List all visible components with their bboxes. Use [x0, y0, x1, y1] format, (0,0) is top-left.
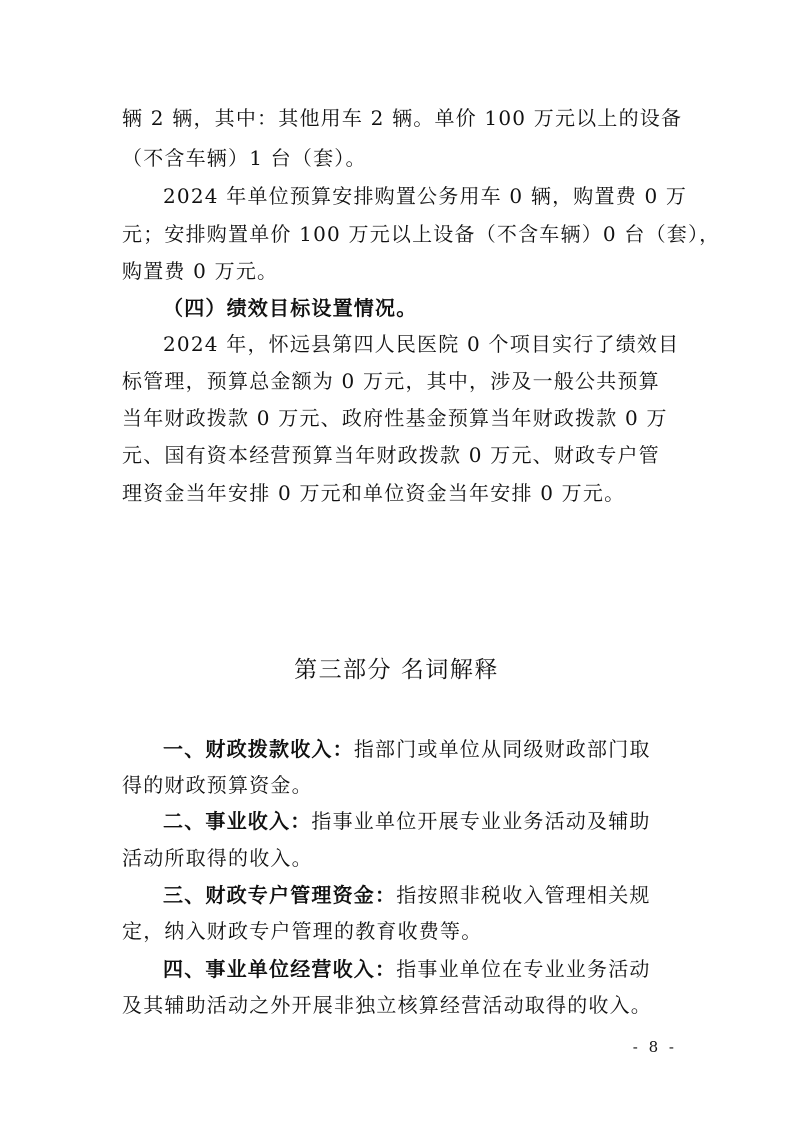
term-label: 三、财政专户管理资金：: [163, 883, 397, 907]
term-label: 一、财政拨款收入：: [163, 737, 354, 761]
paragraph-line: （不含车辆）1 台（套）。: [122, 146, 367, 170]
term-definition: 指部门或单位从同级财政部门取: [353, 737, 651, 761]
paragraph-line: 得的财政预算资金。: [122, 773, 313, 797]
paragraph-line: 及其辅助活动之外开展非独立核算经营活动取得的收入。: [122, 993, 652, 1017]
paragraph-line: 2024 年，怀远县第四人民医院 0 个项目实行了绩效目: [163, 332, 680, 356]
term-definition: 指按照非税收入管理相关规: [396, 883, 651, 907]
term-definition: 指事业单位开展专业业务活动及辅助: [311, 809, 651, 833]
term-label: 二、事业收入：: [163, 809, 312, 833]
term-definition-line: [163, 883, 651, 907]
term-definition-line: [163, 737, 651, 761]
term-label: 四、事业单位经营收入：: [163, 957, 397, 981]
section-title: 第三部分 名词解释: [294, 657, 499, 683]
paragraph-line: 定，纳入财政专户管理的教育收费等。: [122, 919, 483, 943]
paragraph-line: 活动所取得的收入。: [122, 846, 313, 870]
paragraph-line: 当年财政拨款 0 万元、政府性基金预算当年财政拨款 0 万: [122, 406, 668, 430]
term-definition-line: [163, 809, 651, 833]
paragraph-line: 辆 2 辆，其中：其他用车 2 辆。单价 100 万元以上的设备: [122, 106, 683, 130]
paragraph-line: 元；安排购置单价 100 万元以上设备（不含车辆）0 台（套），: [122, 222, 721, 246]
paragraph-line: 标管理，预算总金额为 0 万元，其中，涉及一般公共预算: [122, 369, 660, 393]
page-number: - 8 -: [632, 1038, 677, 1056]
paragraph-line: 购置费 0 万元。: [122, 259, 279, 283]
subsection-heading: （四）绩效目标设置情况。: [163, 296, 418, 320]
term-definition-line: [163, 957, 651, 981]
term-definition: 指事业单位在专业业务活动: [396, 957, 651, 981]
paragraph-line: 元、国有资本经营预算当年财政拨款 0 万元、财政专户管: [122, 443, 660, 467]
paragraph-line: 理资金当年安排 0 万元和单位资金当年安排 0 万元。: [122, 481, 626, 505]
paragraph-line: 2024 年单位预算安排购置公务用车 0 辆，购置费 0 万: [163, 184, 688, 208]
